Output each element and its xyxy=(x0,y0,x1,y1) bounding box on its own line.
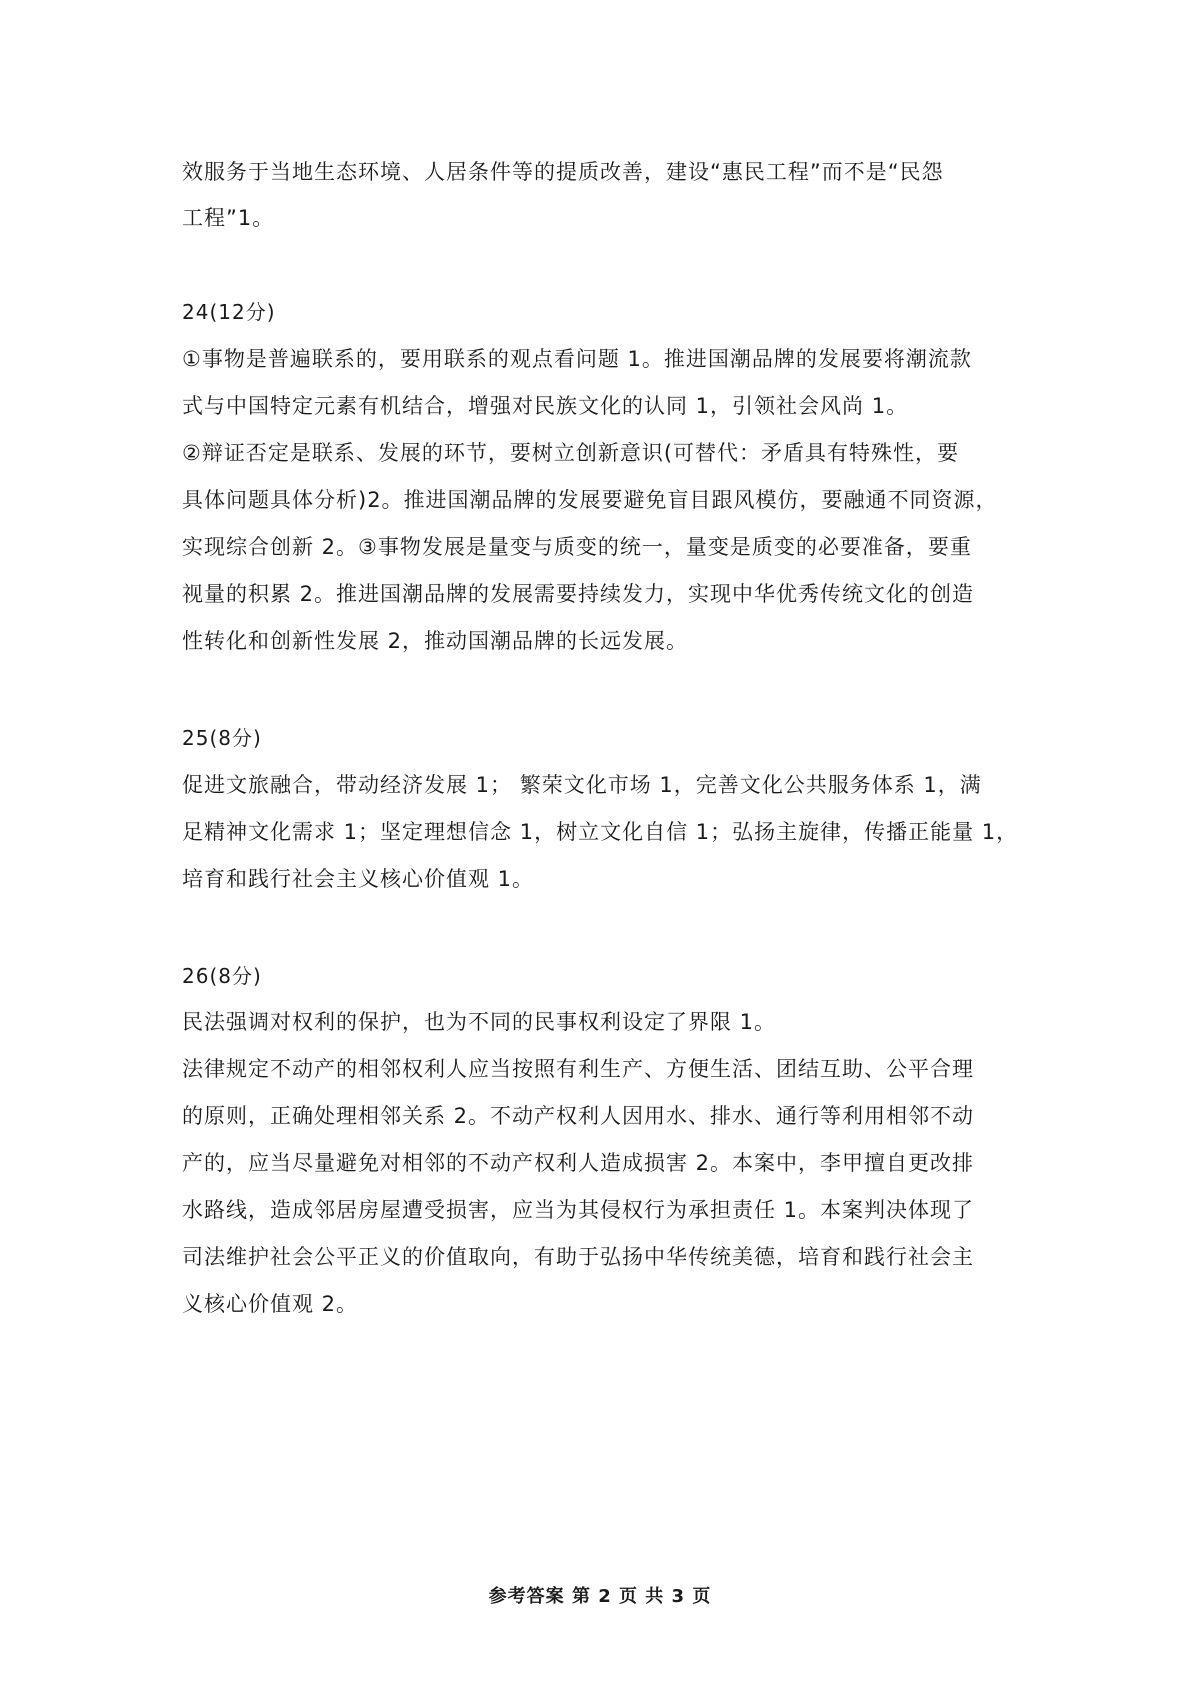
q26-line-4: 产的，应当尽量避免对相邻的不动产权利人造成损害 2。本案中，李甲擅自更改排 xyxy=(182,1151,975,1175)
q25-line-3: 培育和践行社会主义核心价值观 1。 xyxy=(182,867,535,891)
q26-line-1: 民法强调对权利的保护，也为不同的民事权利设定了界限 1。 xyxy=(182,1010,777,1034)
intro-line-2: 工程”1。 xyxy=(182,206,275,230)
q24-line-2: 式与中国特定元素有机结合，增强对民族文化的认同 1，引领社会风尚 1。 xyxy=(182,394,909,418)
q25-line-2: 足精神文化需求 1；坚定理想信念 1，树立文化自信 1；弘扬主旋律，传播正能量 1， xyxy=(182,820,1019,844)
q26-line-6: 司法维护社会公平正义的价值取向，有助于弘扬中华传统美德，培育和践行社会主 xyxy=(182,1245,974,1269)
q26-line-2: 法律规定不动产的相邻权利人应当按照有利生产、方便生活、团结互助、公平合理 xyxy=(182,1057,974,1081)
q26-line-3: 的原则，正确处理相邻关系 2。不动产权利人因用水、排水、通行等利用相邻不动 xyxy=(182,1104,975,1128)
q25-line-1: 促进文旅融合，带动经济发展 1； 繁荣文化市场 1，完善文化公共服务体系 1，满 xyxy=(182,773,982,797)
q24-line-3: ②辩证否定是联系、发展的环节，要树立创新意识(可替代：矛盾具有特殊性，要 xyxy=(182,441,960,465)
q25-heading: 25(8分) xyxy=(182,726,262,750)
q26-line-5: 水路线，造成邻居房屋遭受损害，应当为其侵权行为承担责任 1。本案判决体现了 xyxy=(182,1198,975,1222)
q26-line-7: 义核心价值观 2。 xyxy=(182,1292,359,1316)
q24-line-1: ①事物是普遍联系的，要用联系的观点看问题 1。推进国潮品牌的发展要将潮流款 xyxy=(182,347,972,371)
q24-line-6: 视量的积累 2。推进国潮品牌的发展需要持续发力，实现中华优秀传统文化的创造 xyxy=(182,582,975,606)
intro-line-1: 效服务于当地生态环境、人居条件等的提质改善，建设“惠民工程”而不是“民怨 xyxy=(182,160,944,184)
q24-heading: 24(12分) xyxy=(182,300,276,324)
q24-line-5: 实现综合创新 2。③事物发展是量变与质变的统一，量变是质变的必要准备，要重 xyxy=(182,535,972,559)
q26-heading: 26(8分) xyxy=(182,964,262,988)
q24-line-7: 性转化和创新性发展 2，推动国潮品牌的长远发展。 xyxy=(182,629,689,653)
q24-line-4: 具体问题具体分析)2。推进国潮品牌的发展要避免盲目跟风模仿，要融通不同资源， xyxy=(182,488,998,512)
page-footer: 参考答案 第 2 页 共 3 页 xyxy=(488,1586,712,1607)
